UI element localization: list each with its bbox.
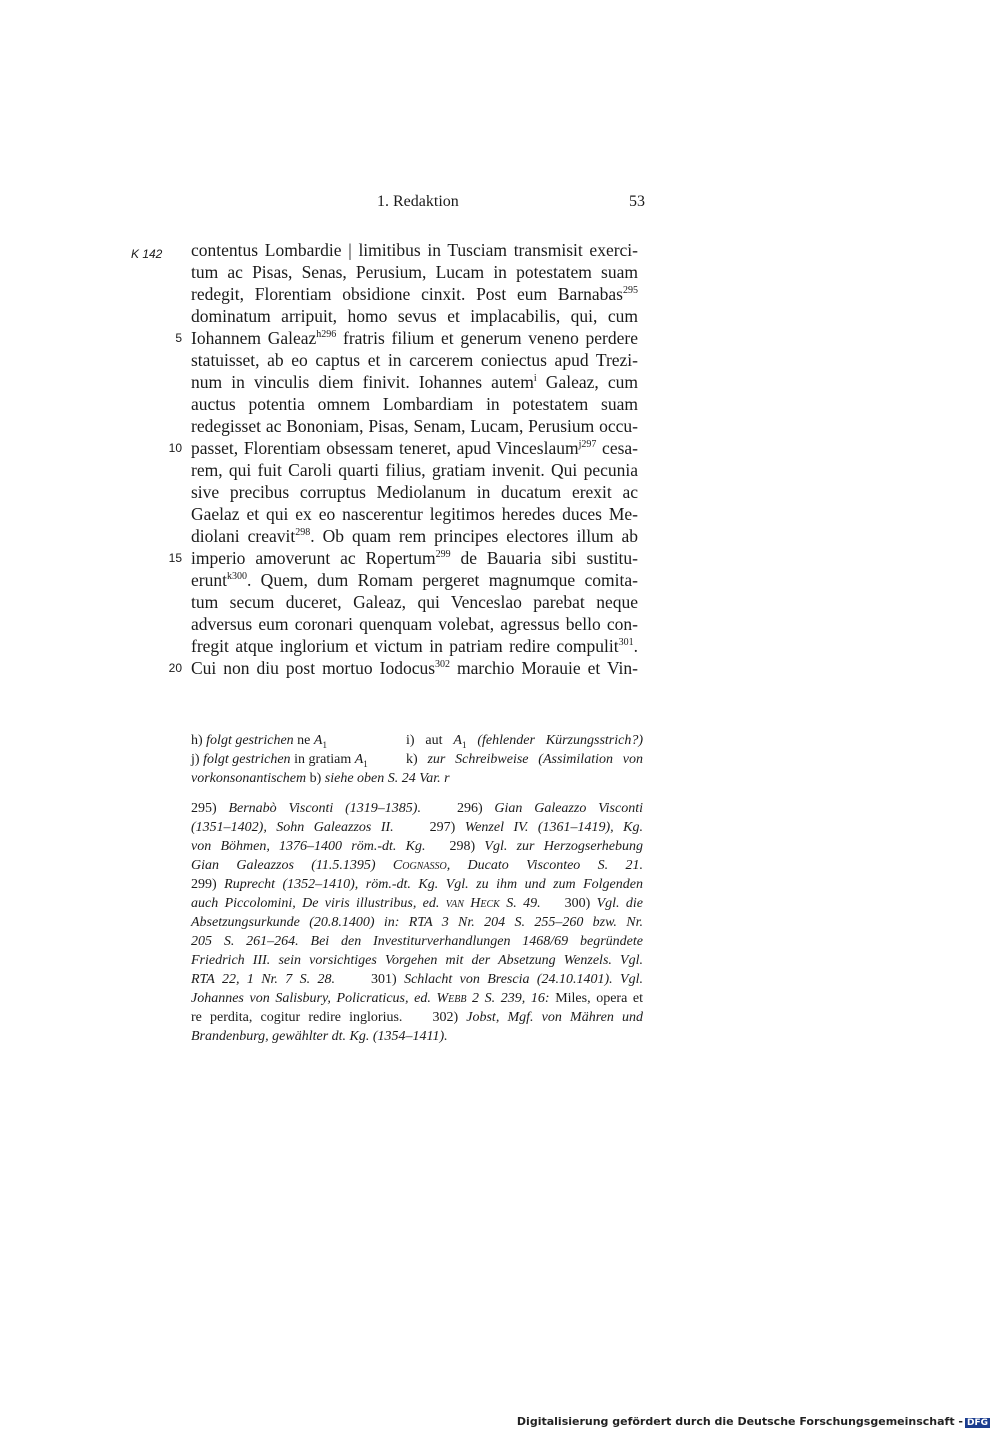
text-line: dominatum arripuit, homo sevus et implacabilis, qui, cum (191, 306, 638, 326)
text-line: rem, qui fuit Caroli quarti filius, gratiam invenit. Qui pecunia (191, 460, 638, 480)
text-line: passet, Florentiam obsessam teneret, apud Vinceslaum$^{j297}$ cesa- (191, 438, 638, 458)
footnote-ref: 302 (435, 659, 451, 671)
commentary-line: auch Piccolomini, De viris illustribus, ed. van Heck S. 49. 300) Vgl. die (191, 896, 644, 911)
variant-note-h: h) folgt gestrichen ne $A_1$ (191, 733, 327, 750)
text-line: redegisset ac Bononiam, Pisas, Senam, Lucam, Perusium occu- (191, 416, 638, 436)
commentary-line: 295) Bernabò Visconti (1319–1385). 296) Gian Galeazzo Visconti (191, 801, 643, 816)
commentary-line: RTA 22, 1 Nr. 7 S. 28. 301) Schlacht von Brescia (24.10.1401). Vgl. (191, 972, 643, 987)
funding-text: Digitalisierung gefördert durch die Deutsche Forschungsgemeinschaft - (516, 1415, 963, 1428)
running-header (191, 193, 645, 215)
footnote-ref: 301 (618, 637, 634, 649)
footnote-ref: j297 (578, 439, 597, 451)
line-number: 5 (175, 331, 182, 345)
line-number: 15 (168, 551, 182, 565)
funding-notice (517, 1415, 990, 1428)
commentary-line: (1351–1402), Sohn Galeazzos II. 297) Wenzel IV. (1361–1419), Kg. (191, 820, 643, 835)
footnote-ref: h296 (316, 329, 337, 341)
variant-line (191, 731, 643, 750)
text-line: diolani creavit$^{298}$. Ob quam rem principes electores illum ab (191, 526, 638, 546)
text-line: Gaelaz et qui ex eo nascerentur legitimos heredes duces Me- (191, 504, 638, 524)
footnote-ref: 295 (623, 285, 638, 297)
footnote-ref: i (533, 373, 537, 385)
page-number: 53 (629, 193, 645, 210)
line-number: 10 (168, 441, 182, 455)
footnote-ref: 299 (435, 549, 451, 561)
line-number: 20 (168, 661, 182, 675)
text-line: contentus Lombardie | limitibus in Tusciam transmisit exerci- (191, 240, 638, 260)
text-line: num in vinculis diem finivit. Iohannes autem$^i$ Galeaz, cum (191, 372, 638, 392)
commentary-line: Johannes von Salisbury, Policraticus, ed. Webb 2 S. 239, 16: Miles, opera et (191, 991, 643, 1006)
margin-reference: K 142 (131, 247, 163, 261)
text-line: auctus potentia omnem Lombardiam in potestatem suam (191, 394, 638, 414)
commentary-line: 205 S. 261–264. Bei den Investiturverhandlungen 1468/69 begründete (191, 934, 643, 949)
text-line: erunt$^{k300}$. Quem, dum Romam pergeret magnumque comita- (191, 570, 638, 590)
text-line: fregit atque inglorium et victum in patriam redire compulit$^{301}$. (191, 636, 638, 656)
text-line: sive precibus corruptus Mediolanum in ducatum erexit ac (191, 482, 638, 502)
text-line: Cui non diu post mortuo Iodocus$^{302}$ marchio Morauie et Vin- (191, 658, 638, 678)
commentary-line: Friedrich III. sein vorsichtiges Vorgehen mit der Absetzung Wenzels. Vgl. (191, 953, 643, 968)
running-head: 1. Redaktion (377, 193, 459, 210)
commentary-line: 299) Ruprecht (1352–1410), röm.-dt. Kg. Vgl. zu ihm und zum Folgenden (191, 877, 643, 892)
text-line: Iohannem Galeaz$^{h296}$ fratris filium et generum veneno perdere (191, 328, 638, 348)
footnote-ref: 298 (295, 527, 311, 539)
commentary-line: von Böhmen, 1376–1400 röm.-dt. Kg. 298) Vgl. zur Herzogserhebung (191, 839, 643, 854)
variant-line (191, 750, 643, 769)
variant-line: vorkonsonantischem b) siehe oben S. 24 Var. r (191, 771, 450, 786)
variant-note-i: i) aut $A_1$ (fehlender Kürzungsstrich?) (406, 733, 644, 750)
dfg-logo: DFG (966, 1418, 988, 1428)
footnote-ref: k300 (226, 571, 247, 583)
commentary-line: Absetzungsurkunde (20.8.1400) in: RTA 3 Nr. 204 S. 255–260 bzw. Nr. (191, 915, 643, 930)
commentary-line: Gian Galeazzos (11.5.1395) Cognasso, Ducato Visconteo S. 21. (191, 858, 644, 873)
text-line: tum secum duceret, Galeaz, qui Venceslao parebat neque (191, 592, 638, 612)
text-line: tum ac Pisas, Senas, Perusium, Lucam in potestatem suam (191, 262, 638, 282)
text-line: adversus eum coronari quenquam volebat, agressus bello con- (191, 614, 638, 634)
text-line: imperio amoverunt ac Ropertum$^{299}$ de Bauaria sibi sustitu- (191, 548, 638, 568)
text-line: redegit, Florentiam obsidione cinxit. Post eum Barnabas$^{295}$ (191, 284, 638, 304)
variant-note-j: j) folgt gestrichen in gratiam $A_1$ (191, 752, 368, 769)
commentary-line: Brandenburg, gewählter dt. Kg. (1354–1411). (191, 1029, 448, 1044)
variant-note-k: k) zur Schreibweise (Assimilation von (406, 752, 643, 767)
text-line: statuisset, ab eo captus et in carcerem coniectus apud Trezi- (191, 350, 638, 370)
commentary-line: re perdita, cogitur redire inglorius. 302) Jobst, Mgf. von Mähren und (191, 1010, 643, 1025)
